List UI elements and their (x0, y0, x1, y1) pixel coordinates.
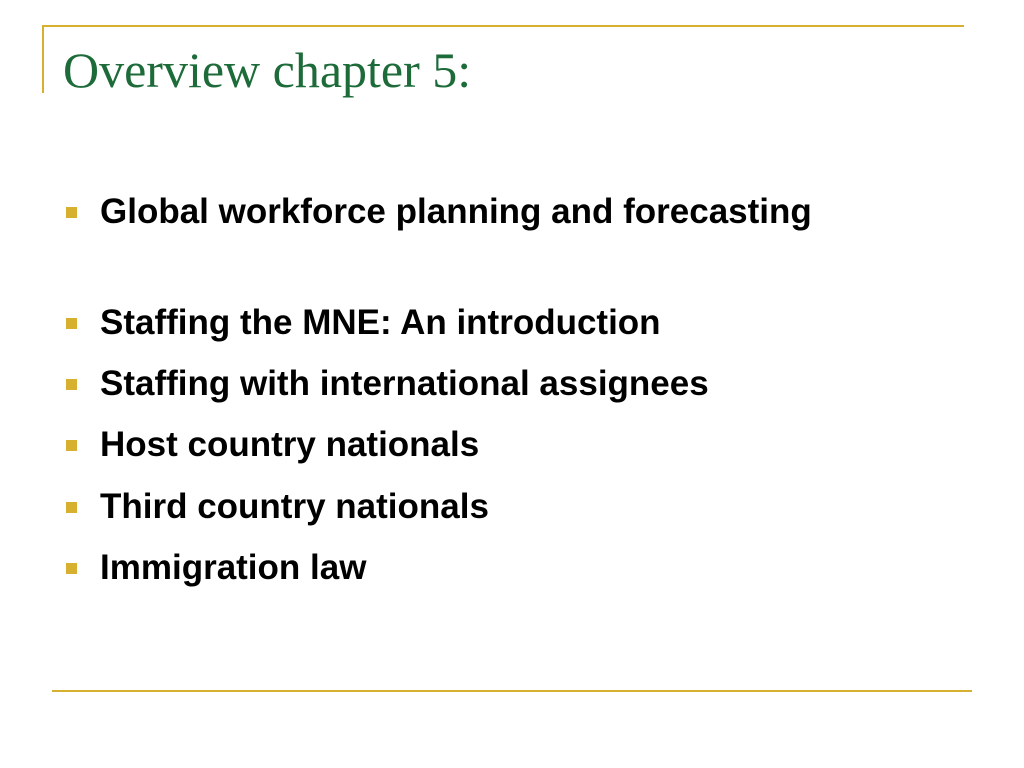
footer-divider-line (52, 690, 972, 692)
title-frame-top-line (42, 25, 964, 27)
title-frame-left-line (42, 25, 44, 93)
bullet-text: Third country nationals (100, 487, 489, 526)
bullet-text: Staffing the MNE: An introduction (100, 303, 661, 342)
bullet-item (100, 359, 860, 409)
bullet-text: Staffing with international assignees (100, 364, 709, 403)
bullet-item (100, 420, 860, 470)
bullet-text: Host country nationals (100, 425, 480, 464)
square-bullet-icon (66, 440, 77, 451)
square-bullet-icon (66, 502, 77, 513)
bullet-item (100, 482, 860, 532)
square-bullet-icon (66, 379, 77, 390)
slide-title: Overview chapter 5: (63, 42, 472, 98)
bullet-item (100, 543, 860, 593)
bullet-item (100, 298, 860, 348)
bullet-text: Immigration law (100, 548, 367, 587)
bullet-text: Global workforce planning and forecasting (100, 192, 812, 231)
bullet-item (100, 187, 860, 237)
square-bullet-icon (66, 563, 77, 574)
square-bullet-icon (66, 318, 77, 329)
square-bullet-icon (66, 207, 77, 218)
